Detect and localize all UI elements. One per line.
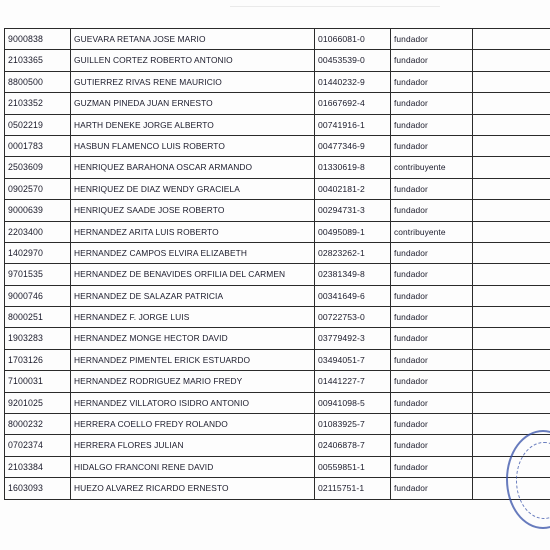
member-name: HERNANDEZ DE BENAVIDES ORFILIA DEL CARMEN xyxy=(70,264,314,284)
member-code: 2103384 xyxy=(4,457,70,477)
table-row xyxy=(4,307,550,328)
member-type: contribuyente xyxy=(390,222,472,242)
member-code: 8000232 xyxy=(4,414,70,434)
member-code: 8000251 xyxy=(4,307,70,327)
member-code: 1603093 xyxy=(4,478,70,498)
member-code: 2103352 xyxy=(4,93,70,113)
member-id: 01440232-9 xyxy=(314,72,390,92)
empty-cell xyxy=(472,157,550,177)
member-code: 7100031 xyxy=(4,371,70,391)
empty-cell xyxy=(472,93,550,113)
member-type: fundador xyxy=(390,115,472,135)
member-id: 01066081-0 xyxy=(314,29,390,49)
member-code: 0502219 xyxy=(4,115,70,135)
member-type: fundador xyxy=(390,350,472,370)
member-code: 0702374 xyxy=(4,435,70,455)
member-type: fundador xyxy=(390,457,472,477)
table-row xyxy=(4,457,550,478)
member-name: HUEZO ALVAREZ RICARDO ERNESTO xyxy=(70,478,314,498)
empty-cell xyxy=(472,179,550,199)
member-id: 02406878-7 xyxy=(314,435,390,455)
member-code: 0902570 xyxy=(4,179,70,199)
member-type: fundador xyxy=(390,29,472,49)
member-name: HERNANDEZ PIMENTEL ERICK ESTUARDO xyxy=(70,350,314,370)
empty-cell xyxy=(472,200,550,220)
member-type: fundador xyxy=(390,307,472,327)
table-row xyxy=(4,157,550,178)
table-row xyxy=(4,136,550,157)
member-name: HENRIQUEZ SAADE JOSE ROBERTO xyxy=(70,200,314,220)
member-type: fundador xyxy=(390,393,472,413)
member-name: HERRERA COELLO FREDY ROLANDO xyxy=(70,414,314,434)
member-code: 9000639 xyxy=(4,200,70,220)
member-type: fundador xyxy=(390,72,472,92)
member-id: 00477346-9 xyxy=(314,136,390,156)
table-row xyxy=(4,350,550,371)
member-id: 02381349-8 xyxy=(314,264,390,284)
stamp-inner-ring xyxy=(516,442,550,519)
member-name: HERNANDEZ DE SALAZAR PATRICIA xyxy=(70,286,314,306)
member-id: 01083925-7 xyxy=(314,414,390,434)
member-code: 0001783 xyxy=(4,136,70,156)
member-id: 00453539-0 xyxy=(314,50,390,70)
member-code: 1703126 xyxy=(4,350,70,370)
member-id: 00941098-5 xyxy=(314,393,390,413)
member-id: 00741916-1 xyxy=(314,115,390,135)
empty-cell xyxy=(472,286,550,306)
table-row xyxy=(4,50,550,71)
member-name: GUZMAN PINEDA JUAN ERNESTO xyxy=(70,93,314,113)
empty-cell xyxy=(472,393,550,413)
table-row xyxy=(4,200,550,221)
table-row xyxy=(4,393,550,414)
member-name: HERNANDEZ ARITA LUIS ROBERTO xyxy=(70,222,314,242)
member-type: fundador xyxy=(390,414,472,434)
member-name: HERRERA FLORES JULIAN xyxy=(70,435,314,455)
member-id: 01330619-8 xyxy=(314,157,390,177)
table-row xyxy=(4,478,550,499)
member-code: 2503609 xyxy=(4,157,70,177)
member-name: GUEVARA RETANA JOSE MARIO xyxy=(70,29,314,49)
empty-cell xyxy=(472,350,550,370)
member-name: HERNANDEZ RODRIGUEZ MARIO FREDY xyxy=(70,371,314,391)
member-id: 03494051-7 xyxy=(314,350,390,370)
empty-cell xyxy=(472,371,550,391)
member-id: 02823262-1 xyxy=(314,243,390,263)
member-type: contribuyente xyxy=(390,157,472,177)
table-row xyxy=(4,93,550,114)
member-name: HARTH DENEKE JORGE ALBERTO xyxy=(70,115,314,135)
member-code: 9000838 xyxy=(4,29,70,49)
empty-cell xyxy=(472,307,550,327)
member-code: 9701535 xyxy=(4,264,70,284)
member-code: 2103365 xyxy=(4,50,70,70)
table-row xyxy=(4,435,550,456)
empty-cell xyxy=(472,264,550,284)
member-type: fundador xyxy=(390,286,472,306)
member-type: fundador xyxy=(390,435,472,455)
member-type: fundador xyxy=(390,50,472,70)
member-code: 9000746 xyxy=(4,286,70,306)
member-id: 00722753-0 xyxy=(314,307,390,327)
empty-cell xyxy=(472,115,550,135)
member-type: fundador xyxy=(390,179,472,199)
member-id: 00341649-6 xyxy=(314,286,390,306)
member-name: GUTIERREZ RIVAS RENE MAURICIO xyxy=(70,72,314,92)
member-type: fundador xyxy=(390,371,472,391)
table-row xyxy=(4,115,550,136)
empty-cell xyxy=(472,29,550,49)
member-id: 01441227-7 xyxy=(314,371,390,391)
member-name: HERNANDEZ F. JORGE LUIS xyxy=(70,307,314,327)
table-row xyxy=(4,286,550,307)
member-name: HASBUN FLAMENCO LUIS ROBERTO xyxy=(70,136,314,156)
table-row xyxy=(4,29,550,50)
member-id: 00559851-1 xyxy=(314,457,390,477)
table-row xyxy=(4,371,550,392)
member-name: HIDALGO FRANCONI RENE DAVID xyxy=(70,457,314,477)
empty-cell xyxy=(472,136,550,156)
member-name: HENRIQUEZ BARAHONA OSCAR ARMANDO xyxy=(70,157,314,177)
member-name: HERNANDEZ MONGE HECTOR DAVID xyxy=(70,328,314,348)
member-table xyxy=(4,28,550,500)
member-code: 8800500 xyxy=(4,72,70,92)
empty-cell xyxy=(472,243,550,263)
member-name: HERNANDEZ VILLATORO ISIDRO ANTONIO xyxy=(70,393,314,413)
table-row xyxy=(4,243,550,264)
top-edge-fragment xyxy=(230,0,440,7)
member-type: fundador xyxy=(390,200,472,220)
empty-cell xyxy=(472,50,550,70)
member-id: 02115751-1 xyxy=(314,478,390,498)
member-type: fundador xyxy=(390,93,472,113)
empty-cell xyxy=(472,328,550,348)
member-id: 00294731-3 xyxy=(314,200,390,220)
member-code: 9201025 xyxy=(4,393,70,413)
empty-cell xyxy=(472,72,550,92)
member-id: 00402181-2 xyxy=(314,179,390,199)
table-row xyxy=(4,179,550,200)
member-code: 1903283 xyxy=(4,328,70,348)
member-name: HENRIQUEZ DE DIAZ WENDY GRACIELA xyxy=(70,179,314,199)
table-row xyxy=(4,222,550,243)
member-id: 01667692-4 xyxy=(314,93,390,113)
member-id: 00495089-1 xyxy=(314,222,390,242)
member-type: fundador xyxy=(390,328,472,348)
table-row xyxy=(4,264,550,285)
member-type: fundador xyxy=(390,243,472,263)
table-row xyxy=(4,414,550,435)
member-name: GUILLEN CORTEZ ROBERTO ANTONIO xyxy=(70,50,314,70)
table-row xyxy=(4,72,550,93)
empty-cell xyxy=(472,222,550,242)
member-id: 03779492-3 xyxy=(314,328,390,348)
member-type: fundador xyxy=(390,136,472,156)
member-type: fundador xyxy=(390,264,472,284)
member-code: 1402970 xyxy=(4,243,70,263)
member-type: fundador xyxy=(390,478,472,498)
table-row xyxy=(4,328,550,349)
member-code: 2203400 xyxy=(4,222,70,242)
member-name: HERNANDEZ CAMPOS ELVIRA ELIZABETH xyxy=(70,243,314,263)
